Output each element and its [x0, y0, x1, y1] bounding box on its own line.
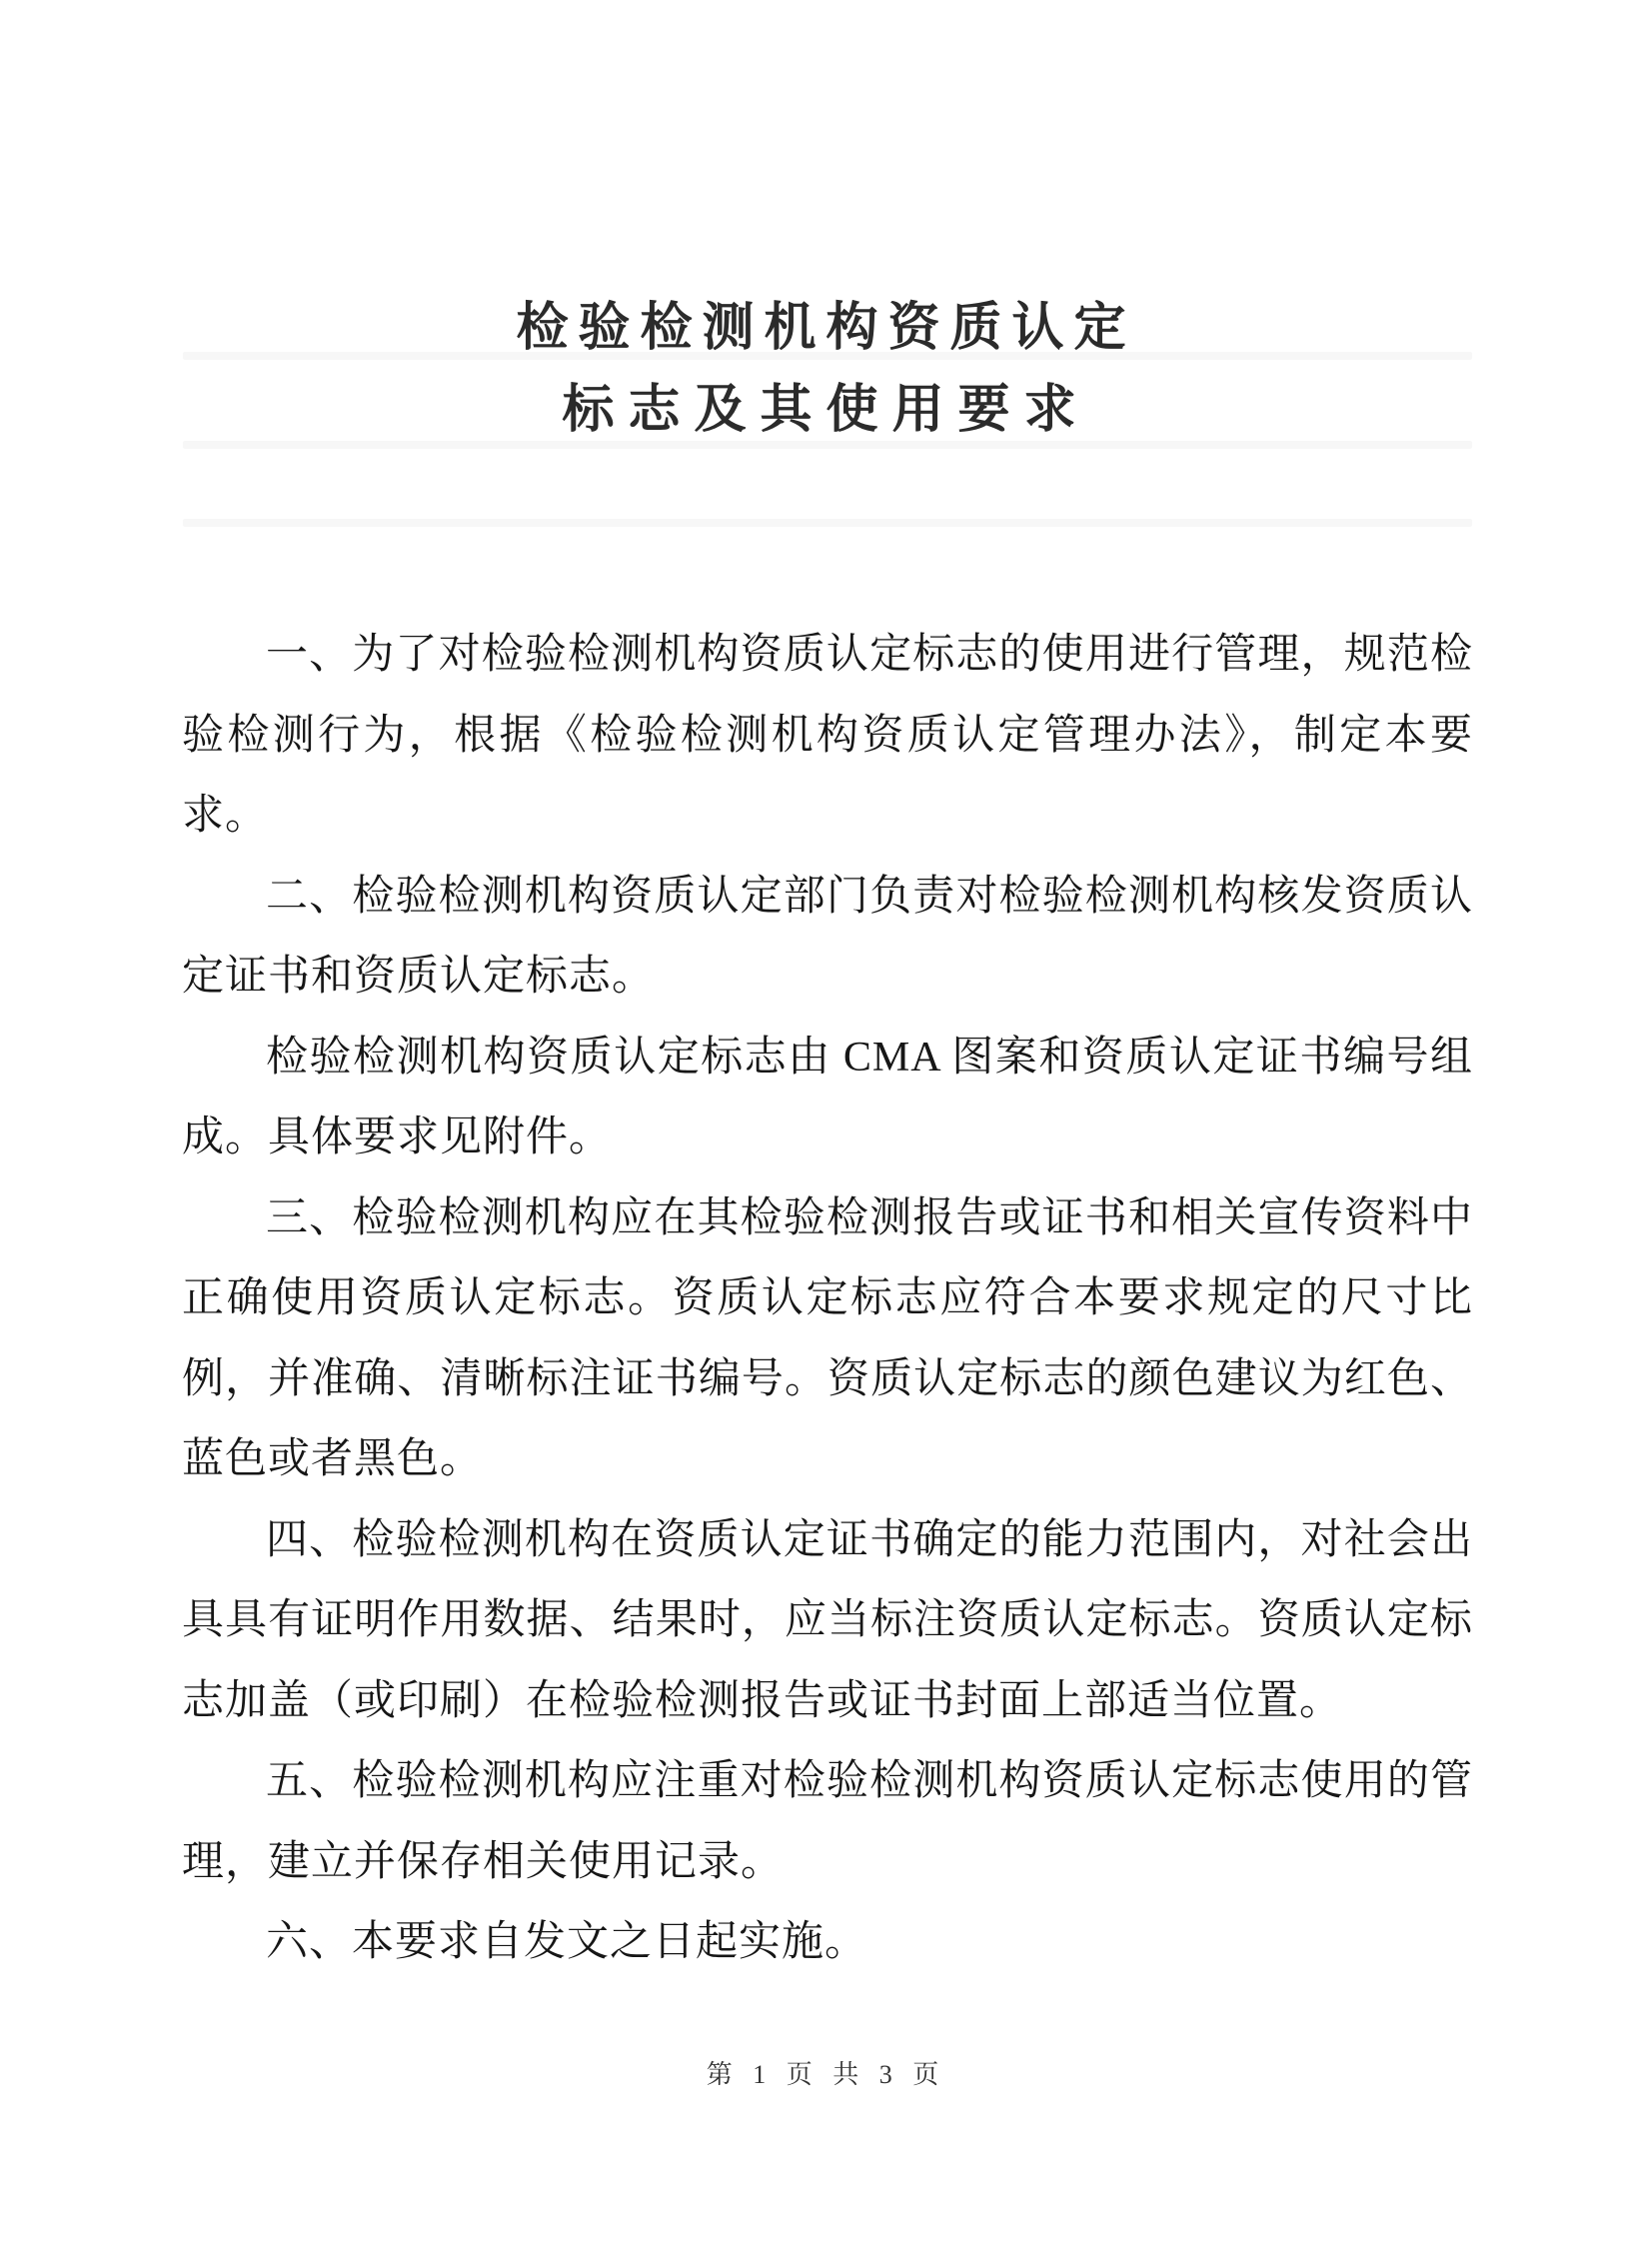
body-paragraph-6: 五、检验检测机构应注重对检验检测机构资质认定标志使用的管理，建立并保存相关使用记录。: [182, 1758, 1473, 1885]
body-paragraph-5: 四、检验检测机构在资质认定证书确定的能力范围内，对社会出具具有证明作用数据、结果时，应当标注资质认定标志。资质认定标志加盖（或印刷）在检验检测报告或证书封面上部适当位置。: [182, 1516, 1473, 1724]
document-title-line-1: 检验检测机构资质认定: [516, 300, 1136, 357]
body-paragraph-2: 二、检验检测机构资质认定部门负责对检验检测机构核发资质认定证书和资质认定标志。: [182, 873, 1473, 1000]
body-paragraph-7: 六、本要求自发文之日起实施。: [266, 1919, 868, 1965]
page-number-footer: 第 1 页 共 3 页: [706, 2060, 946, 2089]
body-paragraph-1: 一、为了对检验检测机构资质认定标志的使用进行管理，规范检验检测行为，根据《检验检测机构资质认定管理办法》，制定本要求。: [182, 632, 1473, 839]
body-paragraph-3: 检验检测机构资质认定标志由 CMA 图案和资质认定证书编号组成。具体要求见附件。: [182, 1034, 1473, 1160]
empty-line-stripe: [183, 519, 1472, 527]
document-title-line-2: 标志及其使用要求: [562, 382, 1090, 439]
document-title: [0, 288, 1652, 452]
body-paragraph-4: 三、检验检测机构应在其检验检测报告或证书和相关宣传资料中正确使用资质认定标志。资质认定标志应符合本要求规定的尺寸比例，并准确、清晰标注证书编号。资质认定标志的颜色建议为红色、蓝色或者黑色。: [182, 1194, 1473, 1482]
document-body: [182, 615, 1473, 1983]
